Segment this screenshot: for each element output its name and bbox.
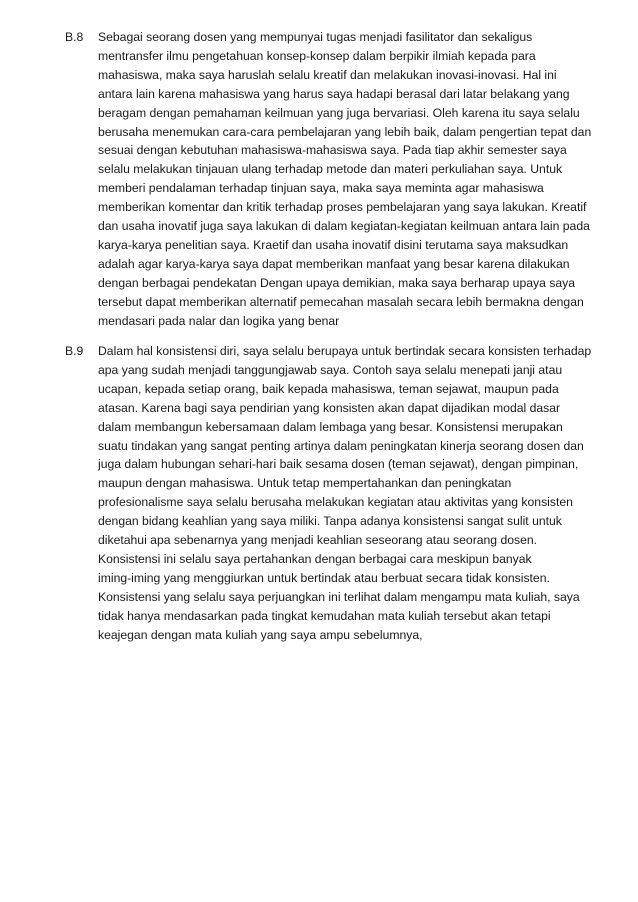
paragraph-line: Dalam hal konsistensi diri, saya selalu berupaya untuk bertindak secara konsisten terhadap [98,344,592,358]
paragraph-line: juga dalam hubungan sehari-hari baik sesama dosen (teman sejawat), dengan pimpinan, [98,457,579,472]
paragraph-line: Sebagai seorang dosen yang mempunyai tugas menjadi fasilitator dan sekaligus [98,30,533,44]
paragraph-line: sesuai dengan kebutuhan mahasiswa-mahasiswa saya. Pada tiap akhir semester saya [98,143,567,158]
paragraph-line: suatu tindakan yang sangat penting artinya dalam peningkatan kinerja seorang dosen dan [98,438,584,453]
paragraph-line: tersebut dapat memberikan alternatif pemecahan masalah secara lebih bermakna dengan [98,294,584,309]
paragraph-line: dan usaha inovatif juga saya lakukan di dalam kegiatan-kegiatan keilmuan antara lain pada [98,219,590,234]
paragraph-line: memberi pendalaman terhadap tinjuan saya, maka saya meminta agar mahasiswa [98,181,544,196]
paragraph-line: selalu melakukan tinjauan ulang terhadap metode dan materi perkuliahan saya. Untuk [98,162,563,177]
paragraph-line: mendasari pada nalar dan logika yang benar [98,313,340,328]
paragraph-line: tidak hanya mendasarkan pada tingkat kemudahan mata kuliah tersebut akan tetapi [98,608,551,623]
paragraph-line: profesionalisme saya selalu berusaha melakukan kegiatan atau aktivitas yang konsisten [98,495,573,510]
paragraph-line: Konsistensi yang selalu saya perjuangkan ini terlihat dalam mengampu mata kuliah, saya [98,589,580,604]
paragraph-line: Konsistensi ini selalu saya pertahankan dengan berbagai cara meskipun banyak [98,551,532,566]
section-paragraph [98,342,598,645]
paragraph-line: maupun dengan mahasiswa. Untuk tetap mempertahankan dan peningkatan [98,476,512,491]
paragraph-line: dalam membangun kebersamaan dalam lembaga yang besar. Konsistensi merupakan [98,419,563,434]
paragraph-line: dengan bidang keahlian yang saya miliki. Tanpa adanya konsistensi sangat sulit untuk [98,514,562,529]
paragraph-line: apa yang sudah menjadi tanggungjawab saya. Contoh saya selalu menepati janji atau [98,362,563,377]
paragraph-line: beragam dengan pemahaman keilmuan yang juga bervariasi. Oleh karena itu saya selalu [98,105,580,120]
paragraph-line: iming-iming yang menggiurkan untuk bertindak atau berbuat secara tidak konsisten. [98,570,550,585]
paragraph-line: memberikan komentar dan kritik terhadap proses pembelajaran yang saya lakukan. Kreatif [98,200,587,215]
paragraph-line: adalah agar karya-karya saya dapat memberikan manfaat yang besar karena dilakukan [98,256,570,271]
section-paragraph [98,28,598,331]
section-number: B.9 [65,344,84,358]
paragraph-line: diketahui apa sebenarnya yang menjadi keahlian seseorang atau seorang dosen. [98,533,538,548]
paragraph-line: mentransfer ilmu pengetahuan konsep-konsep dalam berpikir ilmiah kepada para [98,48,536,63]
paragraph-line: antara lain karena mahasiswa yang harus saya hadapi berasal dari latar belakang yang [98,86,570,101]
paragraph-line: keajegan dengan mata kuliah yang saya ampu sebelumnya, [98,627,423,642]
paragraph-line: mahasiswa, maka saya haruslah selalu kreatif dan melakukan inovasi-inovasi. Hal ini [98,67,557,82]
paragraph-line: ucapan, kepada setiap orang, baik kepada mahasiswa, teman sejawat, maupun pada [98,381,559,396]
paragraph-line: atasan. Karena bagi saya pendirian yang konsisten akan dapat dijadikan modal dasar [98,400,561,415]
section-number: B.8 [65,30,84,44]
paragraph-line: berusaha menemukan cara-cara pembelajaran yang lebih baik, dalam pengertian tepat dan [98,124,592,139]
paragraph-line: dengan berbagai pendekatan Dengan upaya demikian, maka saya berharap upaya saya [98,275,576,290]
paragraph-line: karya-karya penelitian saya. Kraetif dan usaha inovatif disini terutama saya maksudkan [98,237,569,252]
